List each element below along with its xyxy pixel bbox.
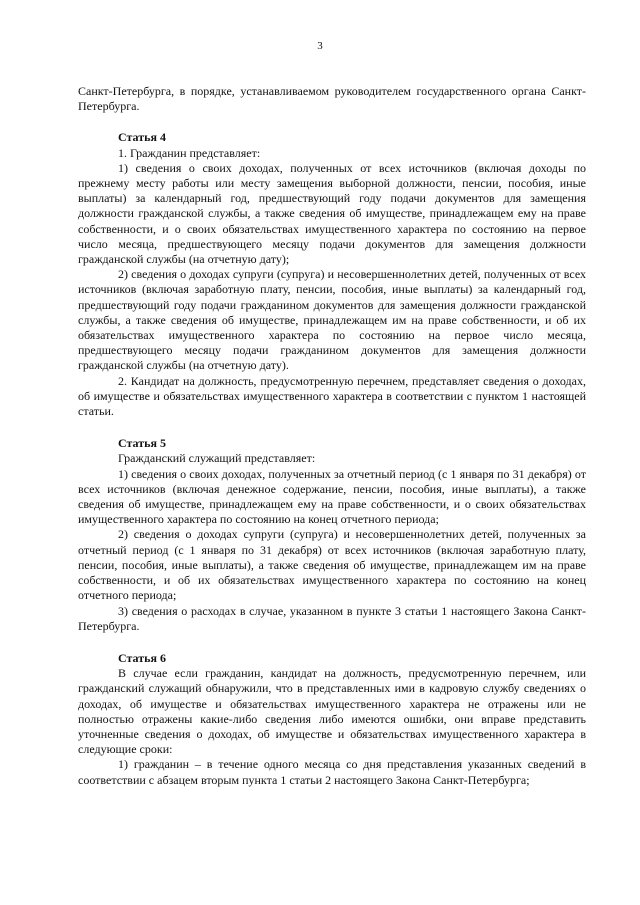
article-4-title: Статья 4 [118, 130, 166, 145]
article-4 [78, 130, 586, 419]
article-5-paragraph-3: 2) сведения о доходах супруги (супруга) и несовершеннолетних детей, полученных за отчетный период (с 1 января по 31 декабря) от всех источников (включая заработную плату, пенсии, пособия, иные выплаты), а также сведения об имуществе, принадлежащем им на праве собственности, и об их обязательствах имущественного характера по состоянию на конец отчетного периода; [78, 527, 586, 603]
article-6-paragraph-1: В случае если гражданин, кандидат на должность, предусмотренную перечнем, или гражданский служащий обнаружили, что в представленных ими в кадровую службу сведениях о доходах, об имуществе и обязательствах имущественного характера не отражены или не полностью отражены какие-либо сведения либо имеются ошибки, они вправе представить уточненные сведения о доходах, об имуществе и обязательствах имущественного характера в следующие сроки: [78, 666, 586, 757]
article-6-paragraph-2: 1) гражданин – в течение одного месяца со дня представления указанных сведений в соответствии с абзацем вторым пункта 1 статьи 2 настоящего Закона Санкт-Петербурга; [78, 757, 586, 787]
article-4-paragraph-1: 1. Гражданин представляет: [118, 145, 261, 160]
article-6 [78, 651, 586, 788]
document-body [78, 84, 586, 788]
article-6-title: Статья 6 [118, 650, 166, 665]
article-5-paragraph-4: 3) сведения о расходах в случае, указанном в пункте 3 статьи 1 настоящего Закона Санкт-Петербурга. [78, 603, 586, 633]
article-5 [78, 436, 586, 634]
article-5-title: Статья 5 [118, 436, 166, 451]
article-4-paragraph-3: 2) сведения о доходах супруги (супруга) и несовершеннолетних детей, полученных от всех источников (включая заработную плату, пенсии, пособия, иные выплаты) за календарный год, предшествующий году подачи гражданином документов для замещения должности гражданской службы, а также сведения об имуществе, принадлежащем им на праве собственности, и об их обязательствах имущественного характера по состоянию на первое число месяца, предшествующего месяцу подачи гражданином документов для замещения должности гражданской службы (на отчетную дату). [78, 267, 586, 373]
article-5-paragraph-2: 1) сведения о своих доходах, полученных за отчетный период (с 1 января по 31 декабря) от всех источников (включая денежное содержание, пенсии, пособия, иные выплаты), а также сведения об имуществе, принадлежащем ему на праве собственности, и о своих обязательствах имущественного характера по состоянию на конец отчетного периода; [78, 466, 586, 527]
page-number: 3 [317, 40, 323, 52]
article-4-paragraph-4: 2. Кандидат на должность, предусмотренную перечнем, представляет сведения о доходах, об имуществе и обязательствах имущественного характера в соответствии с пунктом 1 настоящей статьи. [78, 373, 586, 419]
article-5-paragraph-1: Гражданский служащий представляет: [118, 451, 316, 466]
article-4-paragraph-2: 1) сведения о своих доходах, полученных от всех источников (включая доходы по прежнему месту работы или месту замещения выборной должности, пенсии, пособия, иные выплаты) за календарный год, предшествующий году подачи документов для замещения должности гражданской службы, а также сведения об имуществе, принадлежащем ему на праве собственности, и о своих обязательствах имущественного характера по состоянию на первое число месяца, предшествующего месяцу подачи документов для замещения должности гражданской службы (на отчетную дату); [78, 160, 586, 267]
intro-paragraph: Санкт-Петербурга, в порядке, устанавливаемом руководителем государственного органа Санкт-Петербурга. [78, 84, 586, 114]
